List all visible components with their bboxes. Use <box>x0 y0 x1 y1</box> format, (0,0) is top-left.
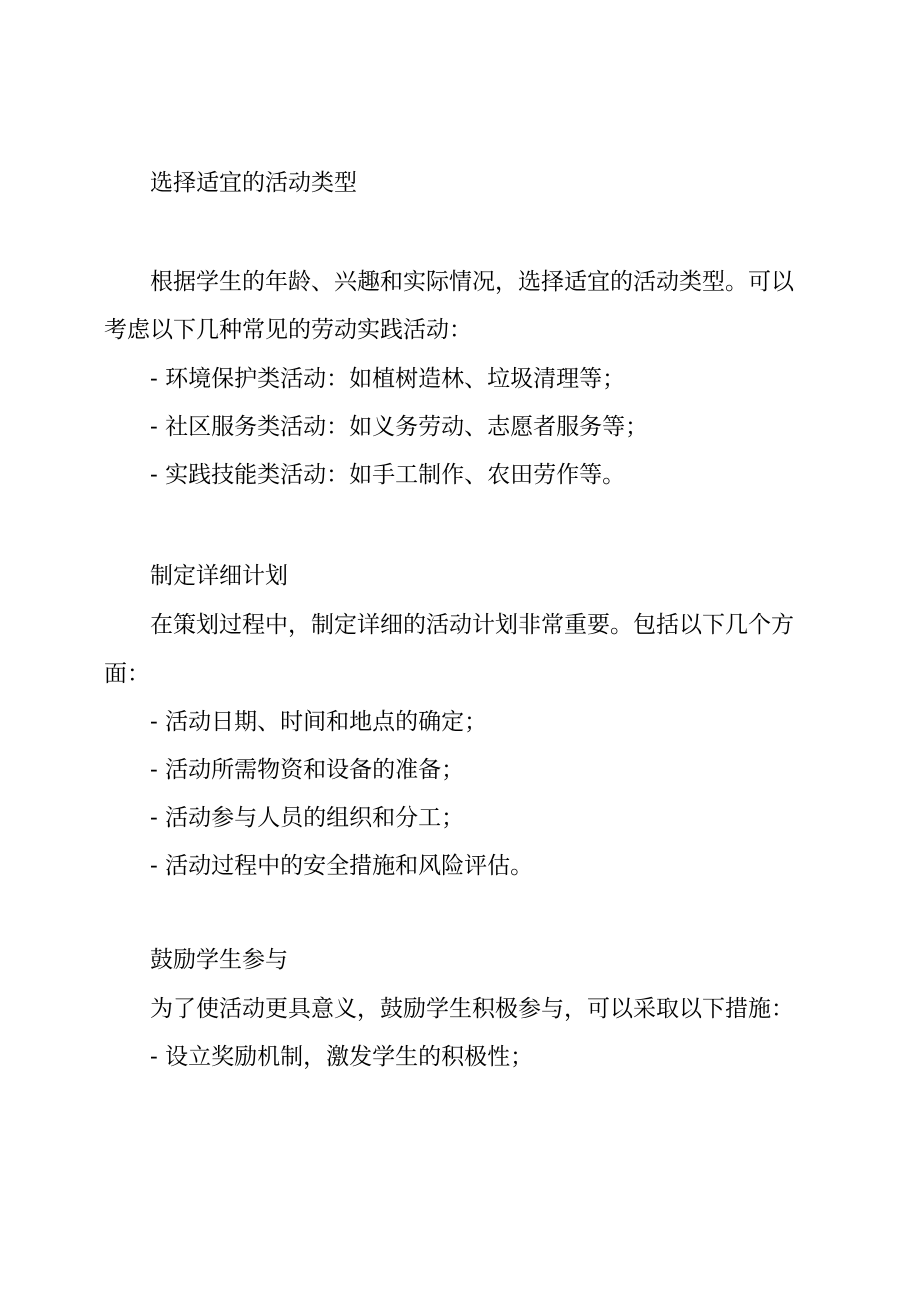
list-item: - 活动过程中的安全措施和风险评估。 <box>150 853 534 879</box>
section-heading: 选择适宜的活动类型 <box>150 170 357 196</box>
list-item: - 社区服务类活动：如义务劳动、志愿者服务等； <box>150 414 649 440</box>
list-item: - 设立奖励机制，激发学生的积极性； <box>150 1044 534 1070</box>
paragraph-line: 面： <box>104 661 150 687</box>
paragraph-line: 为了使活动更具意义，鼓励学生积极参与，可以采取以下措施： <box>150 996 794 1022</box>
list-item: - 环境保护类活动：如植树造林、垃圾清理等； <box>150 366 626 392</box>
list-item: - 活动所需物资和设备的准备； <box>150 757 465 783</box>
paragraph-line: 根据学生的年龄、兴趣和实际情况，选择适宜的活动类型。可以 <box>150 269 794 295</box>
section-heading: 鼓励学生参与 <box>150 947 288 973</box>
paragraph-line: 考虑以下几种常见的劳动实践活动： <box>104 317 472 343</box>
paragraph-line: 在策划过程中，制定详细的活动计划非常重要。包括以下几个方 <box>150 612 794 638</box>
section-heading: 制定详细计划 <box>150 563 288 589</box>
list-item: - 活动日期、时间和地点的确定； <box>150 709 488 735</box>
list-item: - 活动参与人员的组织和分工； <box>150 805 465 831</box>
list-item: - 实践技能类活动：如手工制作、农田劳作等。 <box>150 462 626 488</box>
